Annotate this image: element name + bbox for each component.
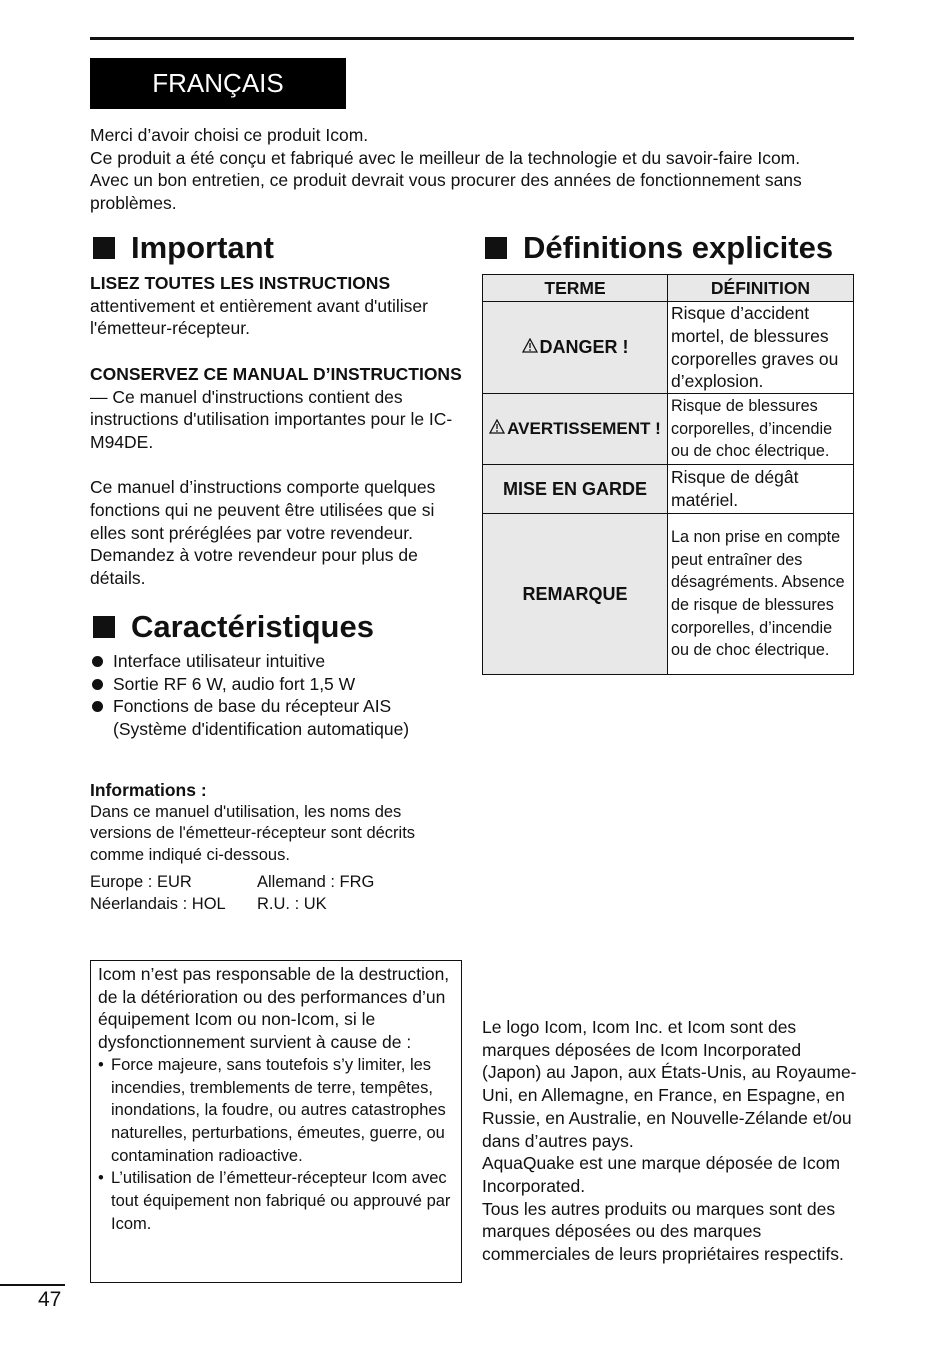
term-cell: MISE EN GARDE bbox=[483, 465, 668, 514]
table-row bbox=[483, 394, 854, 465]
table-row bbox=[483, 465, 854, 514]
definition-cell: Risque d’accident mortel, de blessures corporelles graves ou d’explosion. bbox=[668, 302, 854, 394]
page-number: 47 bbox=[38, 1288, 62, 1311]
warning-triangle-icon bbox=[489, 419, 505, 439]
top-rule bbox=[90, 37, 854, 40]
important-heading bbox=[90, 230, 274, 266]
info-section bbox=[90, 780, 465, 915]
read-instructions-text: attentivement et entièrement avant d'utiliser l'émetteur-récepteur. bbox=[90, 295, 428, 339]
table-row bbox=[483, 302, 854, 394]
bullet-icon: • bbox=[98, 1169, 104, 1188]
square-bullet-icon bbox=[93, 616, 115, 638]
keep-manual-text: — Ce manuel d'instructions contient des instructions d'utilisation importantes pour le IC-M94DE. bbox=[90, 386, 453, 452]
important-section bbox=[90, 272, 465, 590]
term-cell: DANGER ! bbox=[483, 302, 668, 394]
disclaimer-box bbox=[90, 960, 462, 1283]
definition-cell: Risque de dégât matériel. bbox=[668, 465, 854, 514]
keep-manual-bold: CONSERVEZ CE MANUAL D’INSTRUCTIONS bbox=[90, 363, 462, 384]
term-cell: REMARQUE bbox=[483, 514, 668, 675]
preset-functions-text: Ce manuel d’instructions comporte quelques fonctions qui ne peuvent être utilisées que si elles sont préréglées par votre revendeur. Demandez à votre revendeur pour plus de détails. bbox=[90, 477, 436, 589]
list-item: Fonctions de base du récepteur AIS (Système d'identification automatique) bbox=[90, 695, 462, 740]
info-text: Dans ce manuel d'utilisation, les noms des versions de l'émetteur-récepteur sont décrits comme indiqué ci-dessous. bbox=[90, 802, 416, 864]
disclaimer-text: Icom n’est pas responsable de la destruction, de la détérioration ou des performances d’un équipement Icom ou non-Icom, si le dysfonctionnement survient à cause de : bbox=[98, 964, 450, 1053]
trademark-text-1: Le logo Icom, Icom Inc. et Icom sont des marques déposées de Icom Incorporated (Japon) au Japon, aux États-Unis, au Royaume-Uni, en Allemagne, en France, en Espagne, en Russie, en Australie, en Nouvelle-Zélande et/ou dans d’autres pays. bbox=[482, 1017, 857, 1151]
trademark-text-3: Tous les autres produits ou marques sont des marques déposées ou des marques commerciales de leurs propriétaires respectifs. bbox=[482, 1198, 844, 1265]
definitions-heading-text: Définitions explicites bbox=[523, 230, 834, 265]
col-term-header: TERME bbox=[483, 275, 668, 302]
features-heading-text: Caractéristiques bbox=[131, 609, 374, 644]
features-list bbox=[90, 650, 462, 741]
info-title: Informations : bbox=[90, 780, 207, 800]
list-item: Sortie RF 6 W, audio fort 1,5 W bbox=[90, 673, 462, 696]
square-bullet-icon bbox=[93, 237, 115, 259]
term-cell: AVERTISSEMENT ! bbox=[483, 394, 668, 465]
table-header-row bbox=[483, 275, 854, 302]
col-definition-header: DÉFINITION bbox=[668, 275, 854, 302]
language-label: FRANÇAIS bbox=[152, 68, 284, 98]
features-heading bbox=[90, 609, 374, 645]
definition-cell: La non prise en compte peut entraîner des désagréments. Absence de risque de blessures corporelles, d’incendie ou de choc électrique. bbox=[668, 514, 854, 675]
definitions-table bbox=[482, 274, 854, 675]
version-row: Europe : EUR Allemand : FRG bbox=[90, 873, 375, 891]
square-bullet-icon bbox=[485, 237, 507, 259]
list-item: Interface utilisateur intuitive bbox=[90, 650, 462, 673]
language-tab bbox=[90, 58, 346, 109]
intro-line-1: Merci d’avoir choisi ce produit Icom. bbox=[90, 125, 369, 145]
read-instructions-bold: LISEZ TOUTES LES INSTRUCTIONS bbox=[90, 273, 391, 293]
list-item: • Force majeure, sans toutefois s’y limiter, les incendies, tremblements de terre, tempêtes, inondations, la foudre, ou autres catastrophes naturelles, perturbations, émeutes, guerre, ou contamination radioactive. bbox=[98, 1055, 446, 1165]
list-item: • L’utilisation de l’émetteur-récepteur Icom avec tout équipement non fabriqué ou approuvé par Icom. bbox=[98, 1169, 451, 1233]
table-row bbox=[483, 514, 854, 675]
bullet-icon bbox=[92, 701, 103, 712]
intro-line-2: Ce produit a été conçu et fabriqué avec le meilleur de la technologie et du savoir-faire Icom. Avec un bon entretien, ce produit devrait vous procurer des années de fonctionnement sans problèmes. bbox=[90, 147, 802, 214]
trademark-text-2: AquaQuake est une marque déposée de Icom Incorporated. bbox=[482, 1153, 841, 1196]
version-row: Néerlandais : HOL R.U. : UK bbox=[90, 894, 327, 913]
intro bbox=[90, 124, 810, 215]
definition-cell: Risque de blessures corporelles, d’incendie ou de choc électrique. bbox=[668, 394, 854, 465]
definitions-heading bbox=[482, 230, 833, 266]
warning-triangle-icon bbox=[522, 337, 538, 358]
page-number-rule bbox=[0, 1284, 65, 1286]
bullet-icon: • bbox=[98, 1055, 104, 1074]
important-heading-text: Important bbox=[131, 230, 274, 265]
trademark-section bbox=[482, 1016, 862, 1266]
bullet-icon bbox=[92, 679, 103, 690]
bullet-icon bbox=[92, 656, 103, 667]
